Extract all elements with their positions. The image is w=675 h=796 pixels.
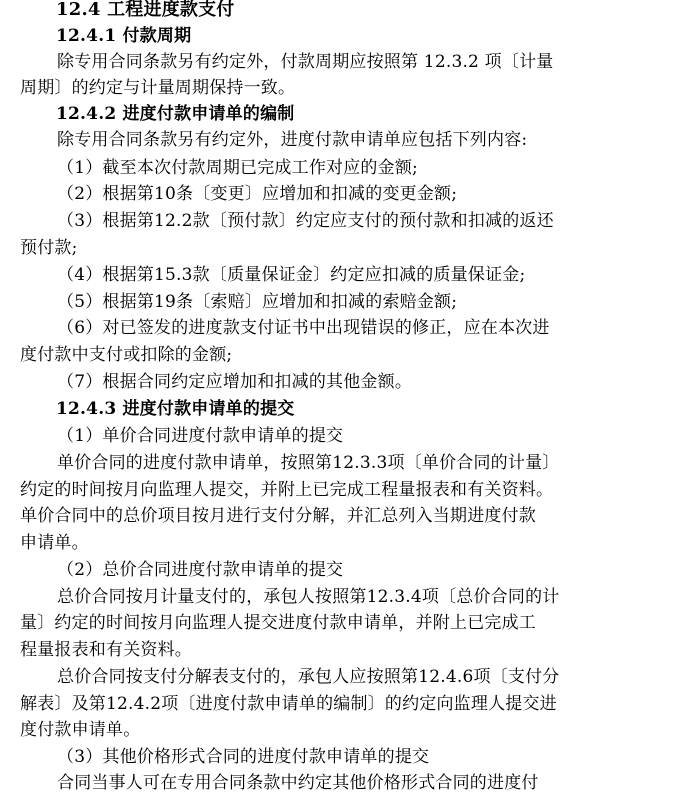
paragraph-line: 周期〕的约定与计量周期保持一致。 (20, 78, 296, 98)
paragraph-line: 申请单。 (20, 533, 89, 553)
list-item: （6）对已签发的进度款支付证书中出现错误的修正，应在本次进 (57, 318, 550, 338)
list-item: （5）根据第19条〔索赔〕应增加和扣减的索赔金额; (57, 292, 458, 312)
paragraph-line: 解表〕及第12.4.2项〔进度付款申请单的编制〕的约定向监理人提交进 (20, 694, 557, 714)
list-item: （3）根据第12.2款〔预付款〕约定应支付的预付款和扣减的返还 (57, 211, 554, 231)
paragraph-line: 单价合同的进度付款申请单，按照第12.3.3项〔单价合同的计量〕 (57, 453, 560, 473)
paragraph-line: 除专用合同条款另有约定外，进度付款申请单应包括下列内容: (57, 130, 528, 150)
section-heading-12-4: 12.4 工程进度款支付 (56, 0, 235, 20)
paragraph-line: 单价合同中的总价项目按月进行支付分解，并汇总列入当期进度付款 (20, 506, 536, 526)
list-item: （2）总价合同进度付款申请单的提交 (57, 560, 344, 580)
paragraph-line: 总价合同按支付分解表支付的，承包人应按照第12.4.6项〔支付分 (57, 667, 560, 687)
subsection-heading-12-4-1: 12.4.1 付款周期 (56, 26, 192, 46)
list-item: （1）截至本次付款周期已完成工作对应的金额; (57, 158, 418, 178)
paragraph-line: 合同当事人可在专用合同条款中约定其他价格形式合同的进度付 (57, 773, 539, 793)
paragraph-line: 程量报表和有关资料。 (20, 640, 192, 660)
paragraph-line: 除专用合同条款另有约定外，付款周期应按照第 12.3.2 项〔计量 (57, 52, 554, 72)
list-item: （2）根据第10条〔变更〕应增加和扣减的变更金额; (57, 184, 458, 204)
paragraph-line: 约定的时间按月向监理人提交，并附上已完成工程量报表和有关资料。 (20, 480, 554, 500)
subsection-heading-12-4-2: 12.4.2 进度付款申请单的编制 (56, 104, 295, 124)
list-item: （7）根据合同约定应增加和扣减的其他金额。 (57, 372, 413, 392)
list-item-continuation: 度付款中支付或扣除的金额; (20, 345, 233, 365)
list-item-continuation: 预付款; (20, 238, 78, 258)
list-item: （3）其他价格形式合同的进度付款申请单的提交 (57, 747, 430, 767)
list-item: （4）根据第15.3款〔质量保证金〕约定应扣减的质量保证金; (57, 265, 526, 285)
paragraph-line: 总价合同按月计量支付的，承包人按照第12.3.4项〔总价合同的计 (57, 587, 560, 607)
paragraph-line: 度付款申请单。 (20, 720, 141, 740)
paragraph-line: 量〕约定的时间按月向监理人提交进度付款申请单，并附上已完成工 (20, 613, 536, 633)
list-item: （1）单价合同进度付款申请单的提交 (57, 426, 344, 446)
subsection-heading-12-4-3: 12.4.3 进度付款申请单的提交 (56, 399, 295, 419)
